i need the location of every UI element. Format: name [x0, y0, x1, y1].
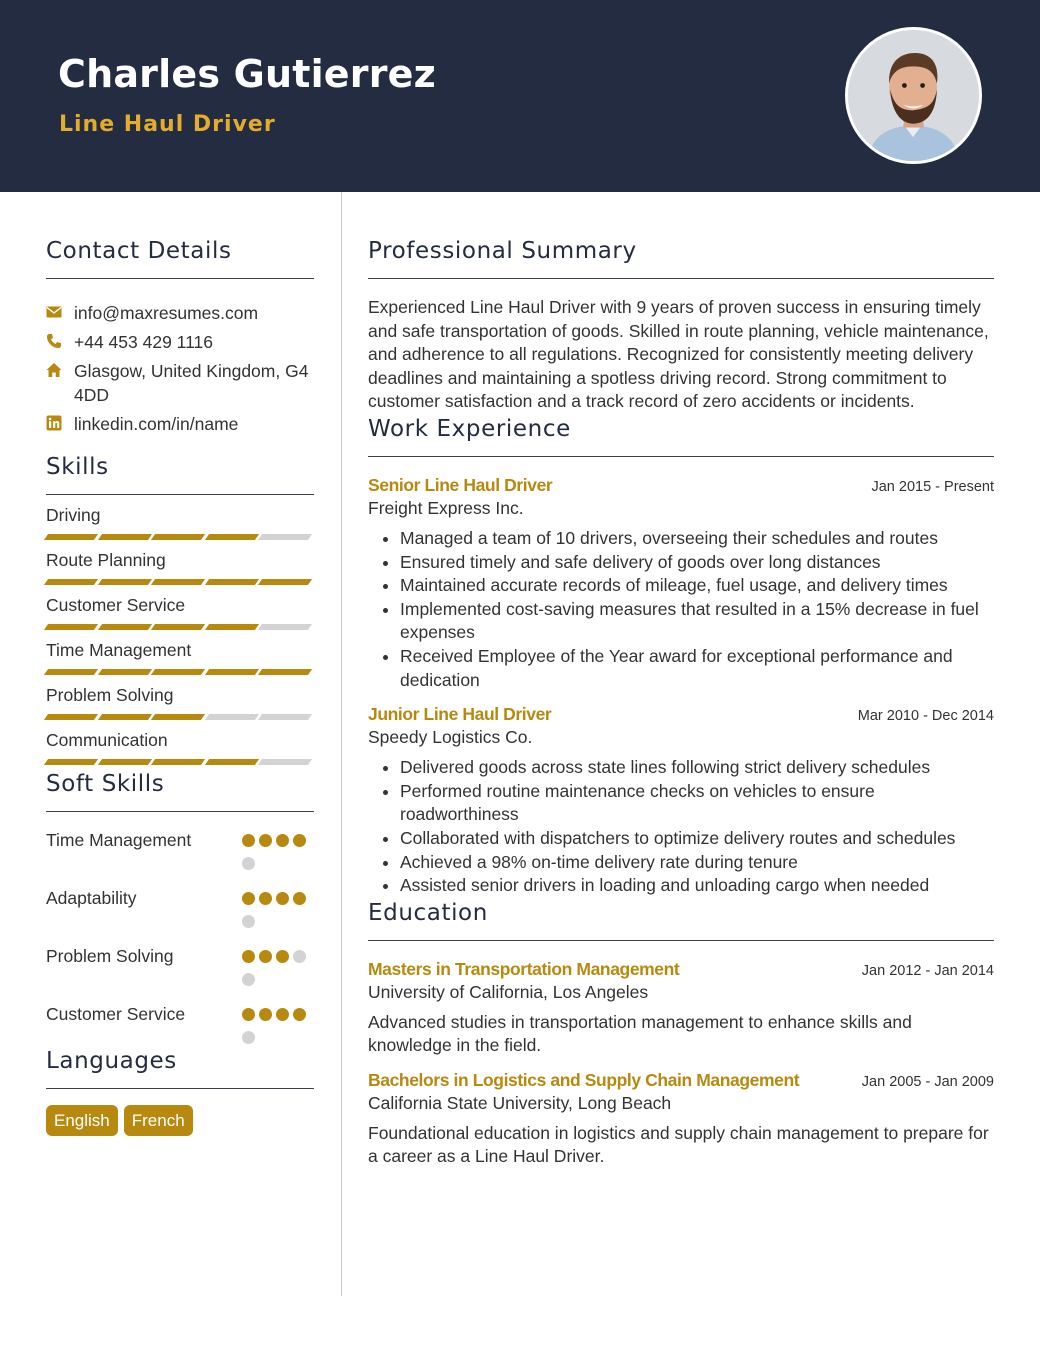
linkedin-icon — [46, 412, 74, 436]
rating-dot — [293, 834, 306, 847]
rating-dot — [259, 892, 272, 905]
skill-level-segment — [97, 669, 151, 675]
job-entry — [368, 704, 994, 898]
contact-list — [46, 301, 314, 436]
skill-level-segment — [44, 579, 98, 585]
skill-name: Customer Service — [46, 595, 186, 615]
job-bullet: • Assisted senior drivers in loading and unloading cargo when needed — [400, 874, 994, 898]
rating-dot — [242, 973, 255, 986]
skill-name: Problem Solving — [46, 685, 174, 705]
skill-level-segment — [258, 669, 312, 675]
job-bullets — [368, 527, 994, 692]
job-bullet: • Implemented cost-saving measures that resulted in a 15% decrease in fuel expenses — [400, 598, 994, 645]
skill-level-segment — [151, 579, 205, 585]
soft-skill-rating — [242, 1002, 314, 1054]
language-tag-english: English — [46, 1105, 118, 1136]
skill-name: Route Planning — [46, 550, 166, 570]
soft-skill-rating — [242, 886, 314, 938]
profile-photo-illustration — [848, 30, 979, 161]
skill-level-bar — [46, 624, 314, 630]
summary-text: Experienced Line Haul Driver with 9 years of proven success in ensuring timely and safe transportation of goods. Skilled in route planning, vehicle maintenance, and adherence to all regulations. Recognized for consistently meeting delivery deadlines and maintaining a spotless driving record. Strong commitment to customer satisfaction and a track record of zero accidents or incidents. — [368, 297, 989, 412]
skill-level-segment — [258, 624, 312, 630]
education-section — [368, 898, 994, 1169]
skill-level-segment — [151, 714, 205, 720]
section-rule — [46, 1088, 314, 1089]
skill-level-segment — [258, 534, 312, 540]
skills-heading: Skills — [46, 454, 109, 480]
soft-skill-name: Customer Service — [46, 1004, 186, 1024]
contact-section — [46, 236, 314, 436]
contact-linkedin-text: linkedin.com/in/name — [74, 414, 239, 434]
skill-level-segment — [204, 759, 258, 765]
envelope-icon — [46, 301, 74, 325]
skill-item — [46, 639, 314, 675]
job-bullet: • Managed a team of 10 drivers, overseeing their schedules and routes — [400, 527, 994, 551]
candidate-name: Charles Gutierrez — [58, 52, 436, 96]
rating-dot — [276, 834, 289, 847]
education-dates: Jan 2012 - Jan 2014 — [861, 962, 994, 979]
education-entry — [368, 959, 994, 1058]
section-rule — [368, 940, 994, 941]
contact-linkedin[interactable] — [46, 412, 314, 436]
education-dates: Jan 2005 - Jan 2009 — [861, 1073, 994, 1090]
skill-level-segment — [97, 714, 151, 720]
section-rule — [368, 456, 994, 457]
contact-email-text: info@maxresumes.com — [74, 303, 259, 323]
rating-dot — [242, 1008, 255, 1021]
rating-dot — [276, 950, 289, 963]
rating-dot — [293, 950, 306, 963]
soft-skills-list — [46, 828, 314, 1054]
soft-skill-name: Time Management — [46, 830, 192, 850]
skill-level-segment — [44, 714, 98, 720]
job-bullet: • Received Employee of the Year award for exceptional performance and dedication — [400, 645, 994, 692]
skill-level-segment — [204, 669, 258, 675]
skill-level-bar — [46, 534, 314, 540]
rating-dot — [259, 1008, 272, 1021]
skill-level-segment — [44, 534, 98, 540]
skill-level-segment — [204, 534, 258, 540]
skill-level-segment — [258, 579, 312, 585]
soft-skill-rating — [242, 828, 314, 880]
skill-item — [46, 504, 314, 540]
experience-section — [368, 414, 994, 898]
rating-dot — [293, 892, 306, 905]
job-bullet: • Maintained accurate records of mileage, fuel usage, and delivery times — [400, 574, 994, 598]
summary-heading: Professional Summary — [368, 238, 637, 264]
phone-icon — [46, 330, 74, 354]
skill-level-bar — [46, 669, 314, 675]
rating-dot — [242, 834, 255, 847]
skill-level-segment — [151, 534, 205, 540]
skill-level-segment — [258, 714, 312, 720]
skill-item — [46, 549, 314, 585]
soft-skills-heading: Soft Skills — [46, 771, 165, 797]
skills-list — [46, 504, 314, 765]
job-bullet: • Delivered goods across state lines following strict delivery schedules — [400, 756, 994, 780]
job-title: Senior Line Haul Driver — [368, 474, 553, 495]
skill-level-bar — [46, 759, 314, 765]
rating-dot — [259, 950, 272, 963]
skill-level-segment — [258, 759, 312, 765]
skill-level-segment — [204, 579, 258, 585]
job-dates: Jan 2015 - Present — [871, 478, 994, 495]
skill-name: Driving — [46, 505, 101, 525]
language-tags — [46, 1105, 314, 1136]
section-rule — [368, 278, 994, 279]
education-description: Foundational education in logistics and supply chain management to prepare for a career as a Line Haul Driver. — [368, 1122, 989, 1167]
language-tag-french: French — [124, 1105, 193, 1136]
skill-level-segment — [44, 624, 98, 630]
contact-email[interactable] — [46, 301, 314, 325]
skill-level-segment — [204, 624, 258, 630]
skill-name: Time Management — [46, 640, 192, 660]
soft-skill-name: Adaptability — [46, 888, 137, 908]
resume-header — [0, 0, 1040, 192]
degree-title: Bachelors in Logistics and Supply Chain Management — [368, 1069, 800, 1090]
skill-item — [46, 684, 314, 720]
skill-level-segment — [97, 759, 151, 765]
section-rule — [46, 494, 314, 495]
left-column — [46, 236, 314, 1136]
skill-level-segment — [151, 669, 205, 675]
rating-dot — [242, 1031, 255, 1044]
skill-level-segment — [151, 624, 205, 630]
skill-level-segment — [151, 759, 205, 765]
languages-heading: Languages — [46, 1048, 177, 1074]
section-rule — [46, 811, 314, 812]
job-bullet: • Ensured timely and safe delivery of goods over long distances — [400, 551, 994, 575]
rating-dot — [293, 1008, 306, 1021]
rating-dot — [242, 857, 255, 870]
contact-address-text: Glasgow, United Kingdom, G4 4DD — [74, 361, 309, 405]
job-bullet: • Achieved a 98% on-time delivery rate during tenure — [400, 851, 994, 875]
skill-level-bar — [46, 714, 314, 720]
skill-level-segment — [44, 759, 98, 765]
skill-item — [46, 594, 314, 630]
job-company: Freight Express Inc. — [368, 497, 524, 518]
home-icon — [46, 359, 74, 407]
education-entry — [368, 1070, 994, 1169]
school-name: California State University, Long Beach — [368, 1092, 672, 1113]
rating-dot — [242, 892, 255, 905]
summary-section — [368, 236, 994, 414]
column-divider — [341, 192, 342, 1296]
school-name: University of California, Los Angeles — [368, 981, 649, 1002]
contact-phone-text: +44 453 429 1116 — [74, 332, 214, 352]
languages-section — [46, 1046, 314, 1136]
right-column — [368, 236, 994, 1169]
candidate-job-title: Line Haul Driver — [59, 112, 276, 137]
rating-dot — [242, 915, 255, 928]
job-entry — [368, 475, 994, 692]
job-bullet: • Performed routine maintenance checks on vehicles to ensure roadworthiness — [400, 780, 994, 827]
skill-name: Communication — [46, 730, 168, 750]
soft-skill-item — [46, 886, 314, 938]
job-dates: Mar 2010 - Dec 2014 — [857, 708, 994, 725]
job-company: Speedy Logistics Co. — [368, 727, 533, 748]
skill-level-segment — [97, 624, 151, 630]
degree-title: Masters in Transportation Management — [368, 958, 680, 979]
rating-dot — [259, 834, 272, 847]
job-bullet: • Collaborated with dispatchers to optimize delivery routes and schedules — [400, 827, 994, 851]
rating-dot — [242, 950, 255, 963]
education-description: Advanced studies in transportation management to enhance skills and knowledge in the field. — [368, 1011, 912, 1056]
contact-address — [46, 359, 314, 407]
section-rule — [46, 278, 314, 279]
education-heading: Education — [368, 899, 488, 926]
rating-dot — [276, 892, 289, 905]
soft-skill-name: Problem Solving — [46, 946, 174, 966]
skills-section — [46, 452, 314, 765]
skill-level-bar — [46, 579, 314, 585]
rating-dot — [276, 1008, 289, 1021]
soft-skill-rating — [242, 944, 314, 996]
skill-item — [46, 729, 314, 765]
soft-skill-item — [46, 944, 314, 996]
skill-level-segment — [204, 714, 258, 720]
contact-heading: Contact Details — [46, 238, 232, 264]
experience-heading: Work Experience — [368, 415, 571, 442]
skill-level-segment — [97, 579, 151, 585]
contact-phone[interactable] — [46, 330, 314, 354]
skill-level-segment — [97, 534, 151, 540]
soft-skill-item — [46, 828, 314, 880]
profile-photo — [845, 27, 982, 164]
job-bullets — [368, 756, 994, 898]
soft-skills-section — [46, 769, 314, 1054]
job-title: Junior Line Haul Driver — [368, 704, 552, 725]
skill-level-segment — [44, 669, 98, 675]
